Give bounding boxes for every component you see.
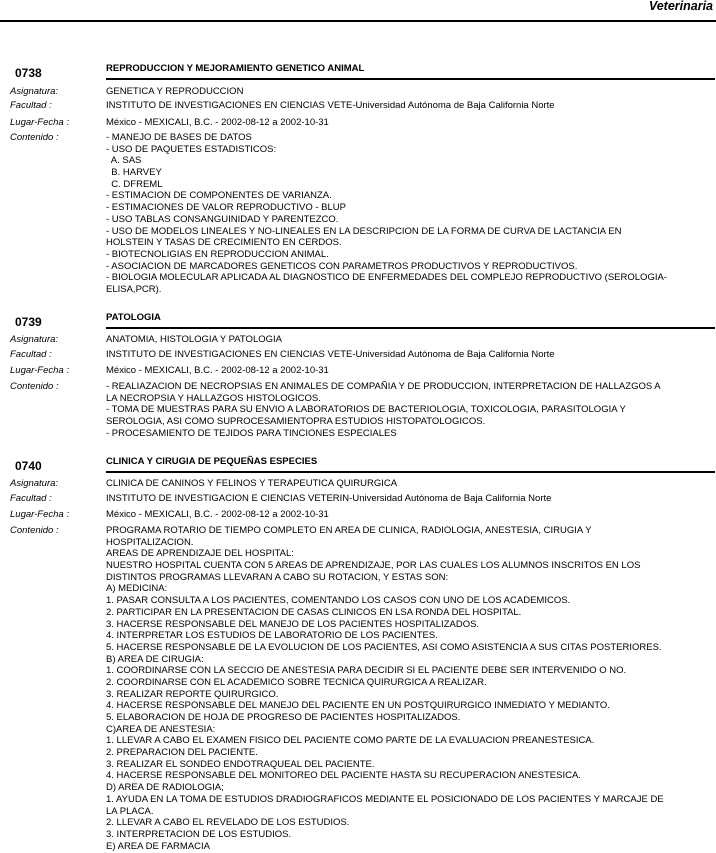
content-line: SEROLOGIA, ASI COMO SUPROCESAMIENTOPRA ESTUDIOS HISTOPATOLOGICOS. <box>106 416 486 428</box>
content-line: - USO DE MODELOS LINEALES Y NO-LINEALES EN LA DESCRIPCION DE LA FORMA DE CURVA DE LACTANCIA EN <box>106 225 622 237</box>
header-divider <box>0 20 716 22</box>
content-line: LA NECROPSIA Y HALLAZGOS HISTOLOGICOS. <box>106 392 321 404</box>
facultad-label: Facultad : <box>10 100 52 111</box>
asignatura-label: Asignatura: <box>10 86 59 97</box>
content-line: - REALIAZACION DE NECROPSIAS EN ANIMALES DE COMPAÑIA Y DE PRODUCCION, INTERPRETACION DE HALLAZGOS A <box>106 381 661 392</box>
content-line: 4. INTERPRETAR LOS ESTUDIOS DE LABORATORIO DE LOS PACIENTES. <box>106 630 438 642</box>
content-line: 2. PARTICIPAR EN LA PRESENTACION DE CASAS CLINICOS EN LSA RONDA DEL HOSPITAL. <box>106 606 522 618</box>
contenido-text <box>106 132 712 296</box>
content-line: 2. PREPARACION DEL PACIENTE. <box>106 747 258 759</box>
content-line: 1. LLEVAR A CABO EL EXAMEN FISICO DEL PACIENTE COMO PARTE DE LA EVALUACION PREANESTESICA. <box>106 735 595 747</box>
content-line: - ASOCIACION DE MARCADORES GENETICOS CON PARAMETROS PRODUCTIVOS Y REPRODUCTIVOS. <box>106 260 578 272</box>
lugar-fecha-label: Lugar-Fecha : <box>10 509 69 520</box>
content-line: AREAS DE APRENDIZAJE DEL HOSPITAL: <box>106 548 294 560</box>
content-line: 3. INTERPRETACION DE LOS ESTUDIOS. <box>106 828 292 840</box>
content-line: DISTINTOS PROGRAMAS LLEVARAN A CABO SU ROTACION, Y ESTAS SON: <box>106 571 449 583</box>
content-line: E) AREA DE FARMACIA <box>106 840 210 852</box>
content-line: 5. HACERSE RESPONSABLE DE LA EVOLUCION DE LOS PACIENTES, ASI COMO ASISTENCIA A SUS CITAS POSTERIORES. <box>106 641 662 653</box>
lugar-fecha-value: México - MEXICALI, B.C. - 2002-08-12 a 2002-10-31 <box>106 117 329 128</box>
content-line: - TOMA DE MUESTRAS PARA SU ENVIO A LABORATORIOS DE BACTERIOLOGIA, TOXICOLOGIA, PARASITOLOGIA Y <box>106 404 626 416</box>
content-line: 3. REALIZAR EL SONDEO ENDOTRAQUEAL DEL PACIENTE. <box>106 758 375 770</box>
lugar-fecha-label: Lugar-Fecha : <box>10 117 69 128</box>
content-line: 2. LLEVAR A CABO EL REVELADO DE LOS ESTUDIOS. <box>106 817 350 829</box>
title-divider <box>106 327 715 329</box>
lugar-fecha-value: México - MEXICALI, B.C. - 2002-08-12 a 2002-10-31 <box>106 365 329 376</box>
course-title: REPRODUCCION Y MEJORAMIENTO GENETICO ANIMAL <box>106 63 365 74</box>
content-line: B) AREA DE CIRUGIA: <box>106 653 204 665</box>
asignatura-value: CLINICA DE CANINOS Y FELINOS Y TERAPEUTICA QUIRURGICA <box>106 478 398 489</box>
content-line: 4. HACERSE RESPONSABLE DEL MANEJO DEL PACIENTE EN UN POSTQUIRURGICO INMEDIATO Y MEDIANTO. <box>106 700 610 712</box>
page-header-title: Veterinaria <box>648 0 713 13</box>
content-line: B. HARVEY <box>106 167 162 179</box>
lugar-fecha-label: Lugar-Fecha : <box>10 365 69 376</box>
content-line: 3. HACERSE RESPONSABLE DEL MANEJO DE LOS PACIENTES HOSPITALIZADOS. <box>106 618 480 630</box>
content-line: 4. HACERSE RESPONSABLE DEL MONITOREO DEL PACIENTE HASTA SU RECUPERACION ANESTESICA. <box>106 770 581 782</box>
content-line: - BIOTECNOLIGIAS EN REPRODUCCION ANIMAL. <box>106 248 329 260</box>
content-line: C. DFREML <box>106 178 163 190</box>
content-line: A. SAS <box>106 155 142 167</box>
content-line: - MANEJO DE BASES DE DATOS <box>106 132 252 143</box>
course-title: PATOLOGIA <box>106 312 161 323</box>
asignatura-label: Asignatura: <box>10 334 59 345</box>
contenido-text <box>106 525 712 852</box>
content-line: C)AREA DE ANESTESIA: <box>106 723 216 735</box>
content-line: - ESTIMACIONES DE VALOR REPRODUCTIVO - BLUP <box>106 202 347 214</box>
content-line: - ESTIMACION DE COMPONENTES DE VARIANZA. <box>106 190 332 202</box>
facultad-value: INSTITUTO DE INVESTIGACIONES EN CIENCIAS VETE-Universidad Autónoma de Baja California Norte <box>106 100 555 111</box>
contenido-label: Contenido : <box>10 381 59 392</box>
asignatura-label: Asignatura: <box>10 478 59 489</box>
course-code: 0740 <box>15 459 42 473</box>
content-line: - PROCESAMIENTO DE TEJIDOS PARA TINCIONES ESPECIALES <box>106 427 397 439</box>
content-line: - USO DE PAQUETES ESTADISTICOS: <box>106 143 277 155</box>
facultad-value: INSTITUTO DE INVESTIGACIONES EN CIENCIAS VETE-Universidad Autónoma de Baja California Norte <box>106 349 555 360</box>
content-line: 3. REALIZAR REPORTE QUIRURGICO. <box>106 688 279 700</box>
content-line: D) AREA DE RADIOLOGIA; <box>106 782 224 794</box>
content-line: 1. AYUDA EN LA TOMA DE ESTUDIOS DRADIOGRAFICOS MEDIANTE EL POSICIONADO DE LOS PACIENTES Y MARCAJE DE <box>106 793 664 805</box>
contenido-text <box>106 381 712 439</box>
content-line: - USO TABLAS CONSANGUINIDAD Y PARENTEZCO. <box>106 213 339 225</box>
course-code: 0738 <box>15 66 42 80</box>
facultad-value: INSTITUTO DE INVESTIGACION E CIENCIAS VETERIN-Universidad Autónoma de Baja California Norte <box>106 493 552 504</box>
asignatura-value: GENETICA Y REPRODUCCION <box>106 86 244 97</box>
facultad-label: Facultad : <box>10 349 52 360</box>
content-line: LA PLACA. <box>106 805 154 817</box>
lugar-fecha-value: México - MEXICALI, B.C. - 2002-08-12 a 2002-10-31 <box>106 509 329 520</box>
title-divider <box>106 78 715 80</box>
content-line: 2. COORDINARSE CON EL ACADEMICO SOBRE TECNICA QUIRURGICA A REALIZAR. <box>106 676 487 688</box>
content-line: ELISA,PCR). <box>106 283 162 295</box>
content-line: 1. COORDINARSE CON LA SECCIO DE ANESTESIA PARA DECIDIR SI EL PACIENTE DEBE SER INTERVENIDO O NO. <box>106 665 627 677</box>
content-line: 5. ELABORACION DE HOJA DE PROGRESO DE PACIENTES HOSPITALIZADOS. <box>106 712 461 723</box>
contenido-label: Contenido : <box>10 132 59 143</box>
content-line: NUESTRO HOSPITAL CUENTA CON 5 AREAS DE APRENDIZAJE, POR LAS CUALES LOS ALUMNOS INSCRITOS EN LOS <box>106 560 641 572</box>
content-line: 1. PASAR CONSULTA A LOS PACIENTES, COMENTANDO LOS CASOS CON UNO DE LOS ACADEMICOS. <box>106 595 571 607</box>
course-title: CLINICA Y CIRUGIA DE PEQUEÑAS ESPECIES <box>106 456 318 467</box>
asignatura-value: ANATOMIA, HISTOLOGIA Y PATOLOGIA <box>106 334 282 345</box>
facultad-label: Facultad : <box>10 493 52 504</box>
content-line: HOSPITALIZACION. <box>106 536 194 548</box>
content-line: A) MEDICINA: <box>106 583 168 595</box>
contenido-label: Contenido : <box>10 525 59 536</box>
content-line: - BIOLOGIA MOLECULAR APLICADA AL DIAGNOSTICO DE ENFERMEDADES DEL COMPLEJO REPRODUCTIVO (SEROLOGIA- <box>106 272 667 284</box>
course-code: 0739 <box>15 315 42 329</box>
title-divider <box>106 471 715 473</box>
content-line: HOLSTEIN Y TASAS DE CRECIMIENTO EN CERDOS. <box>106 237 342 249</box>
content-line: PROGRAMA ROTARIO DE TIEMPO COMPLETO EN AREA DE CLINICA, RADIOLOGIA, ANESTESIA, CIRUGIA Y <box>106 525 592 536</box>
